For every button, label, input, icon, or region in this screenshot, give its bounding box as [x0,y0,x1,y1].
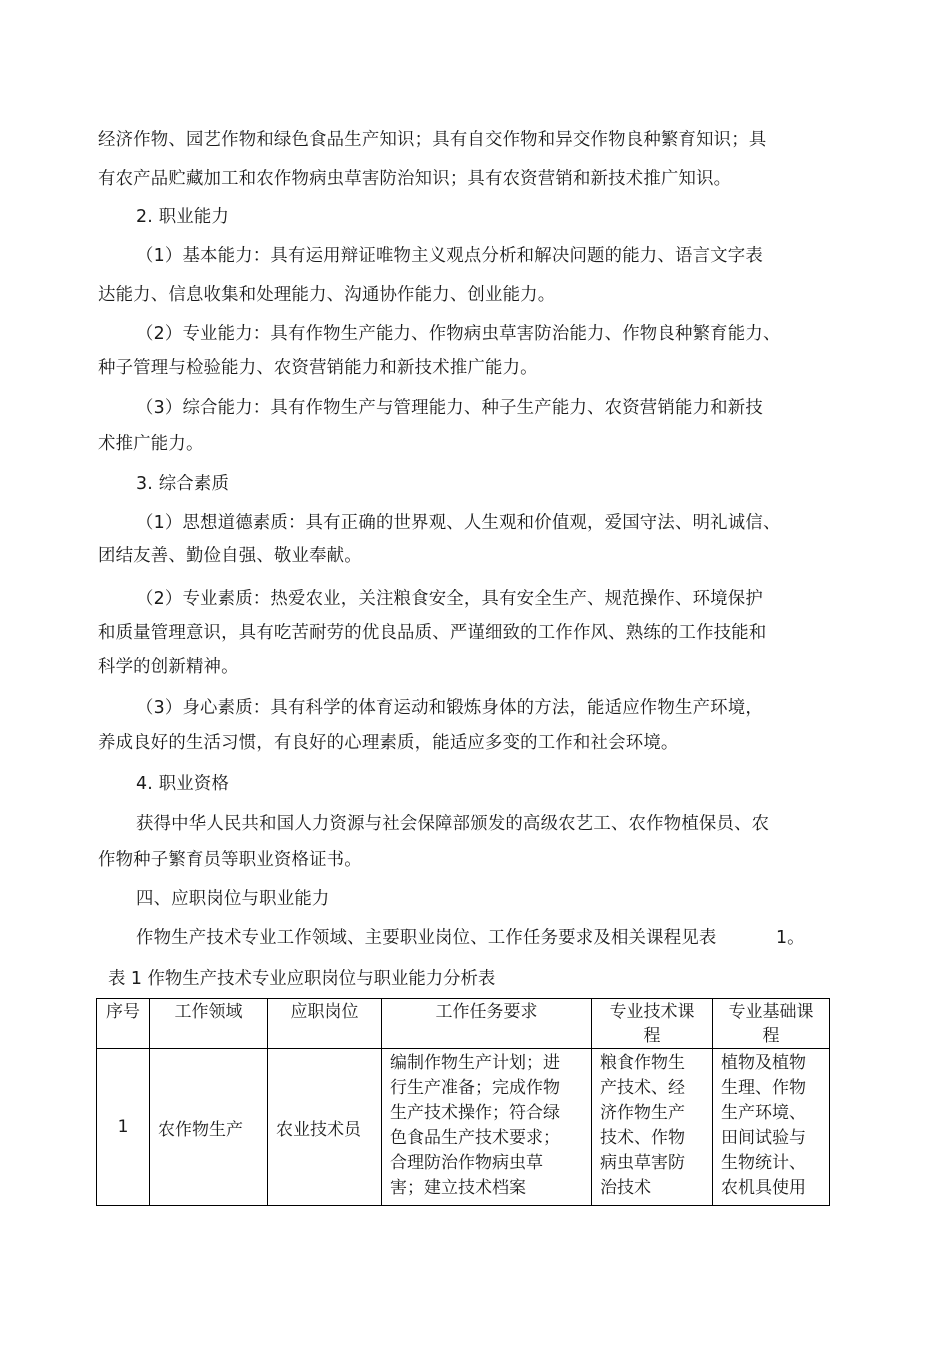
header-base-course [713,999,830,1049]
cell-post: 农业技术员 [268,1049,382,1206]
paragraph-line: 种子管理与检验能力、农资营销能力和新技术推广能力。 [98,358,538,378]
paragraph-line: 和质量管理意识，具有吃苦耐劳的优良品质、严谨细致的工作作风、熟练的工作技能和 [98,623,767,643]
analysis-table [96,998,830,1206]
cell-line: 生理、作物 [721,1078,806,1098]
paragraph-line: 经济作物、园艺作物和绿色食品生产知识；具有自交作物和异交作物良种繁育知识；具 [98,130,767,150]
cell-line: 粮食作物生 [600,1053,685,1073]
paragraph-line: 作物生产技术专业工作领域、主要职业岗位、工作任务要求及相关课程见表 [136,928,717,948]
cell-seq: 1 [97,1049,150,1206]
cell-line: 技术、作物 [600,1128,685,1148]
cell-line: 田间试验与 [721,1128,806,1148]
cell-line: 编制作物生产计划；进 [390,1053,560,1073]
cell-line: 害；建立技术档案 [390,1178,526,1198]
paragraph-line: 作物种子繁育员等职业资格证书。 [98,850,362,870]
cell-field: 农作物生产 [150,1049,268,1206]
table-header-row [97,999,830,1049]
cell-line: 济作物生产 [600,1103,685,1123]
paragraph-line: （2）专业素质：热爱农业，关注粮食安全，具有安全生产、规范操作、环境保护 [136,589,763,609]
cell-line: 生物统计、 [721,1153,806,1173]
table-row [97,1049,830,1206]
paragraph-line: 团结友善、勤俭自强、敬业奉献。 [98,546,362,566]
paragraph-line: 术推广能力。 [98,434,204,454]
cell-line: 行生产准备；完成作物 [390,1078,560,1098]
paragraph-line: （3）身心素质：具有科学的体育运动和锻炼身体的方法，能适应作物生产环境， [136,698,763,718]
header-base-course-line: 专业基础课 [728,1002,814,1022]
cell-tasks [382,1049,592,1206]
cell-base-course [713,1049,830,1206]
paragraph-line: 科学的创新精神。 [98,657,239,677]
cell-line: 生产技术操作；符合绿 [390,1103,560,1123]
cell-tech-course [592,1049,713,1206]
cell-line: 生产环境、 [721,1103,806,1123]
header-base-course-line: 程 [762,1026,780,1046]
header-tasks: 工作任务要求 [382,999,592,1049]
paragraph-line: 获得中华人民共和国人力资源与社会保障部颁发的高级农艺工、农作物植保员、农 [136,814,770,834]
header-tech-course-line: 程 [643,1026,661,1046]
cell-line: 产技术、经 [600,1078,685,1098]
table-caption: 表 1 作物生产技术专业应职岗位与职业能力分析表 [108,969,496,989]
paragraph-line: 有农产品贮藏加工和农作物病虫草害防治知识；具有农资营销和新技术推广知识。 [98,169,732,189]
section-heading: 4. 职业资格 [136,774,230,794]
chapter-heading: 四、应职岗位与职业能力 [136,889,330,909]
cell-line: 植物及植物 [721,1053,806,1073]
header-post: 应职岗位 [268,999,382,1049]
cell-line: 色食品生产技术要求； [390,1128,560,1148]
header-tech-course-line: 专业技术课 [609,1002,695,1022]
paragraph-line: 达能力、信息收集和处理能力、沟通协作能力、创业能力。 [98,285,556,305]
paragraph-line: （1）基本能力：具有运用辩证唯物主义观点分析和解决问题的能力、语言文字表 [136,246,763,266]
table-reference: 1。 [776,928,805,948]
section-heading: 2. 职业能力 [136,207,230,227]
section-heading: 3. 综合素质 [136,474,230,494]
cell-line: 农机具使用 [721,1178,806,1198]
cell-line: 病虫草害防 [600,1153,685,1173]
paragraph-line: （3）综合能力：具有作物生产与管理能力、种子生产能力、农资营销能力和新技 [136,398,763,418]
paragraph-line: 养成良好的生活习惯，有良好的心理素质，能适应多变的工作和社会环境。 [98,733,679,753]
cell-line: 合理防治作物病虫草 [390,1153,543,1173]
header-seq: 序号 [97,999,150,1049]
paragraph-line: （2）专业能力：具有作物生产能力、作物病虫草害防治能力、作物良种繁育能力、 [136,324,781,344]
header-field: 工作领域 [150,999,268,1049]
cell-line: 治技术 [600,1178,651,1198]
header-tech-course [592,999,713,1049]
paragraph-line: （1）思想道德素质：具有正确的世界观、人生观和价值观，爱国守法、明礼诚信、 [136,513,781,533]
